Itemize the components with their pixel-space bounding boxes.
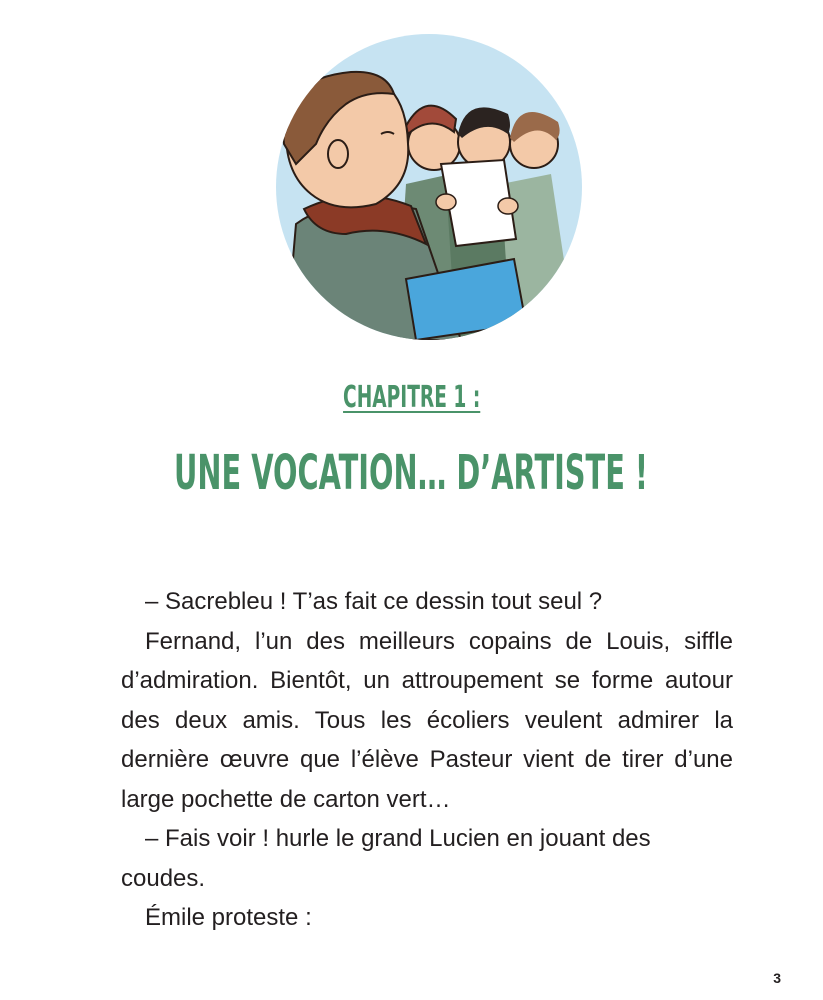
paragraph-1: – Sacrebleu ! T’as fait ce dessin tout seul ? <box>145 588 603 615</box>
chapter-title-text: UNE VOCATION… D’ARTISTE ! <box>174 445 649 501</box>
paragraph-3: – Fais voir ! hurle le grand Lucien en jouant des coudes. <box>121 825 651 892</box>
chapter-illustration <box>276 34 582 340</box>
paragraph-2: Fernand, l’un des meilleurs copains de Louis, siffle d’admiration. Bientôt, un attroupement se forme autour des deux amis. Tous les écoliers veulent admirer la dernière œuvre que l’élève Pasteur vient de tirer d’une large pochette de carton vert… <box>121 627 733 813</box>
page-number: 3 <box>773 970 781 986</box>
chapter-label-text: CHAPITRE 1 : <box>342 380 481 415</box>
chapter-title <box>0 440 823 506</box>
chapter-label <box>0 378 823 418</box>
chapter-body <box>121 582 733 938</box>
illustration-icon <box>276 34 582 340</box>
paragraph-4: Émile proteste : <box>145 904 312 931</box>
